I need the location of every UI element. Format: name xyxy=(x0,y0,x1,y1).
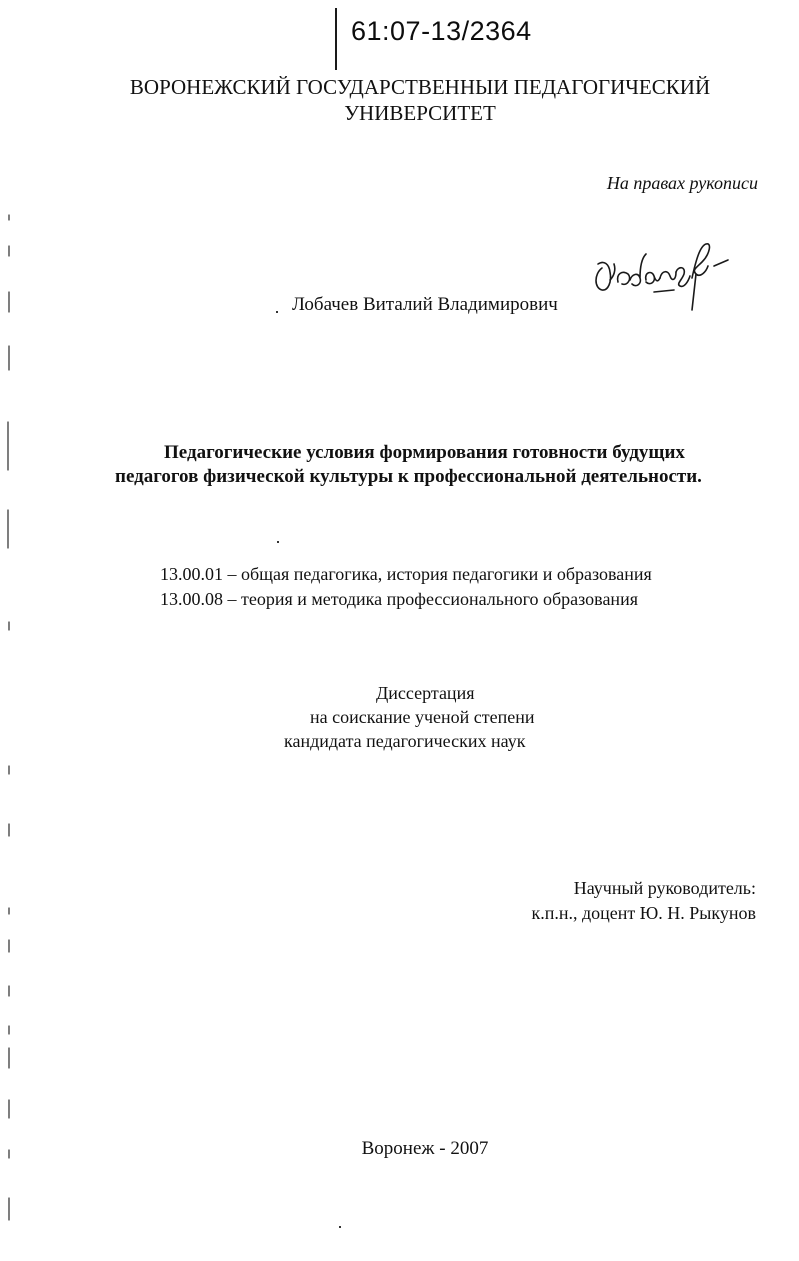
degree-line-1: Диссертация xyxy=(376,683,475,703)
dissertation-title xyxy=(60,441,780,489)
specialty-item: 13.00.08 – теория и методика профессионального образования xyxy=(160,589,638,609)
university-line-2: УНИВЕРСИТЕТ xyxy=(344,101,496,125)
scan-speck xyxy=(276,311,278,313)
author-name: Лобачев Виталий Владимирович xyxy=(292,294,558,315)
degree-line-2: на соискание ученой степени xyxy=(310,707,535,727)
university-heading xyxy=(60,74,780,126)
scan-margin-marks xyxy=(0,0,20,1261)
title-line-2: педагогов физической культуры к профессиональной деятельности. xyxy=(115,466,702,487)
specialty-item: 13.00.01 – общая педагогика, история педагогики и образования xyxy=(160,564,652,584)
scan-speck xyxy=(339,1226,341,1228)
stamp-divider xyxy=(335,8,337,70)
title-line-1: Педагогические условия формирования готовности будущих xyxy=(164,442,685,463)
call-number: 61:07-13/2364 xyxy=(351,16,532,46)
degree-line-3: кандидата педагогических наук xyxy=(284,731,526,751)
supervisor-name: к.п.н., доцент Ю. Н. Рыкунов xyxy=(531,903,756,923)
author-signature xyxy=(588,236,738,316)
scan-speck xyxy=(277,541,279,543)
degree-statement xyxy=(240,681,640,753)
place-year: Воронеж - 2007 xyxy=(361,1138,489,1159)
manuscript-note: На правах рукописи xyxy=(606,173,758,193)
supervisor-label: Научный руководитель: xyxy=(573,878,756,898)
supervisor-block xyxy=(460,876,756,926)
university-line-1: ВОРОНЕЖСКИЙ ГОСУДАРСТВЕННЫИ ПЕДАГОГИЧЕСКИЙ xyxy=(129,75,711,99)
specialty-list xyxy=(160,562,652,612)
